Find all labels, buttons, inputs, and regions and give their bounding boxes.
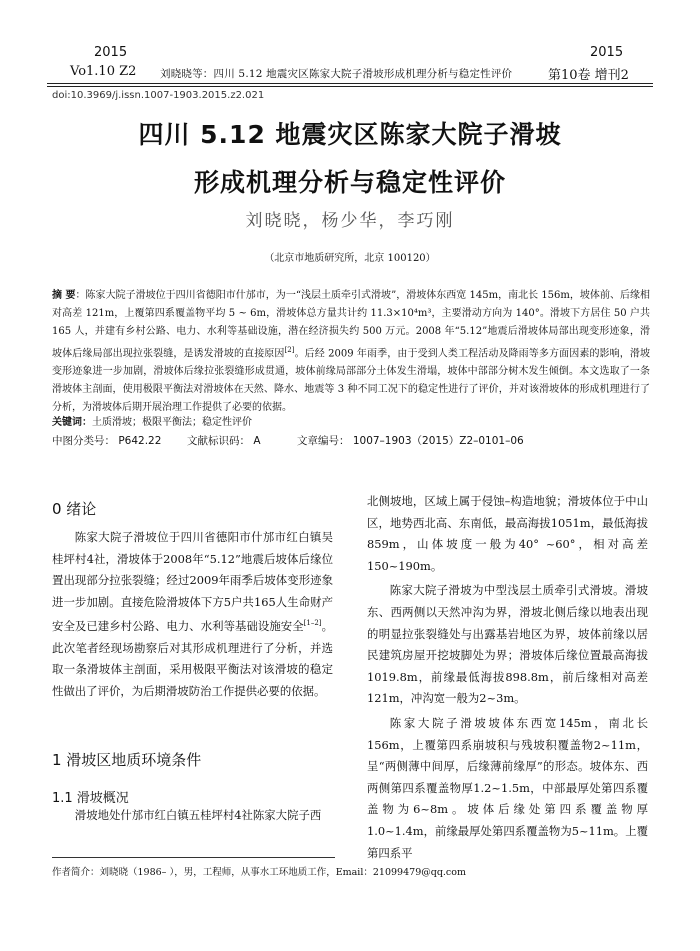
header-right-issue: 第10卷 增刊2 [548,68,629,83]
abstract-citation: [2] [284,346,295,354]
left-column-overview [52,805,333,827]
document-code: 文献标识码： A [187,435,261,447]
article-number: 文章编号： 1007–1903（2015）Z2–0101–06 [297,435,524,447]
header-left-year: 2015 [94,45,128,60]
keywords-label: 关键词： [52,417,92,428]
right-paragraph-2: 陈家大院子滑坡为中型浅层土质牵引式滑坡。滑坡东、西两侧以天然冲沟为界，滑坡北侧后缘以地表出现的明显拉张裂缝处与出露基岩地区为界，坡体前缘以居民建筑房屋开挖坡脚处为界；滑坡体后缘位置最高海拔1019.8m，前缘最低海拔898.8m，前后缘相对高差121m，冲沟宽一般为2~3m。 [367,583,648,706]
header-left-issue: Vo1.10 Z2 [70,64,137,79]
right-column [367,491,648,864]
keywords-text: 土质滑坡；极限平衡法；稳定性评价 [92,417,252,428]
header-rule [47,83,653,84]
left-column-intro [52,527,333,703]
paper-title-line2: 形成机理分析与稳定性评价 [193,168,506,197]
abstract-label: 摘 要 [52,290,76,301]
section-1-1-heading: 1.1 滑坡概况 [52,791,129,806]
section-1-heading: 1 滑坡区地质环境条件 [52,751,202,769]
abstract-text: ：陈家大院子滑坡位于四川省德阳市什邡市，为一“浅层土质牵引式滑坡”，滑坡体东西宽 145m，南北长 156m，坡体前、后缘相对高差 121m，上覆第四系覆盖物平均 5 ~ 6m，滑坡体总方量共计约 11.3×10⁴m³，主要滑动方向为 140°。滑坡下方居住 50 户共 165 人，并建有乡村公路、电力、水利等基础设施，潜在经济损失约 500 万元。2008 年“5.12”地震后滑坡体局部出现变形迹象，滑坡体后缘局部出现拉张裂缝，是诱发滑坡的直接原因 [52,290,650,360]
clc-number: 中图分类号： P642.22 [52,435,162,447]
doi: doi:10.3969/j.issn.1007-1903.2015.z2.021 [52,90,265,101]
overview-paragraph: 滑坡地处什邡市红白镇五桂坪村4社陈家大院子西 [74,808,322,822]
intro-paragraph-b: 。此次笔者经现场勘察后对其形成机理进行了分析，并选取一条滑坡体主剖面，采用极限平衡法对该滑坡的稳定性做出了评价，为后期滑坡防治工作提供必要的依据。 [52,619,333,698]
paper-title-line1: 四川 5.12 地震灾区陈家大院子滑坡 [138,120,562,149]
right-paragraph-1: 北侧坡地，区域上属于侵蚀–构造地貌；滑坡体位于中山区，地势西北高、东南低，最高海拔1051m，最低海拔859m，山体坡度一般为40° ~60°，相对高差150~190m。 [367,494,648,573]
header-rule-2 [47,86,653,87]
header-right-year: 2015 [590,45,624,60]
section-0-heading: 0 绪论 [52,500,97,518]
author-footnote: 作者简介：刘晓晓（1986– ），男，工程师，从事水工环地质工作，Email：21099479@qq.com [52,867,466,878]
right-paragraph-3: 陈家大院子滑坡坡体东西宽145m，南北长156m，上覆第四系崩坡积与残坡积覆盖物2~11m，呈“两侧薄中间厚，后缘薄前缘厚”的形态。坡体东、西两侧第四系覆盖物厚1.2~1.5m，中部最厚处第四系覆盖物为6~8m。坡体后缘处第四系覆盖物厚1.0~1.4m，前缘最厚处第四系覆盖物为5~11m。上覆第四系平 [367,715,648,860]
intro-paragraph-a: 陈家大院子滑坡位于四川省德阳市什邡市红白镇吴桂坪村4社，滑坡体于2008年“5.12”地震后坡体后缘位置出现部分拉张裂缝；经过2009年雨季后坡体变形迹象进一步加剧。直接危险滑坡体下方5户共165人生命财产安全及已建乡村公路、电力、水利等基础设施安全 [52,530,333,634]
footnote-rule [52,857,335,858]
keywords [52,413,252,428]
intro-citation: [1–2] [303,619,322,628]
running-title: 刘晓晓等：四川 5.12 地震灾区陈家大院子滑坡形成机理分析与稳定性评价 [160,68,513,80]
authors: 刘晓晓，杨少华，李巧刚 [245,211,455,231]
affiliation: （北京市地质研究所，北京 100120） [264,253,436,264]
abstract-text-2: 。后经 2009 年雨季，由于受到人类工程活动及降雨等多方面因素的影响，滑坡变形迹象进一步加剧，滑坡体后缘拉张裂缝形成贯通，坡体前缘局部部分土体发生滑塌，坡体中部部分树木发生倾倒。本文选取了一条滑坡体主剖面，使用极限平衡法对滑坡体在天然、降水、地震等 3 种不同工况下的稳定性进行了评价，并对该滑坡体的形成机理进行了分析，为滑坡体后期开展治理工作提供了必要的依据。 [52,348,650,414]
abstract [52,287,650,417]
